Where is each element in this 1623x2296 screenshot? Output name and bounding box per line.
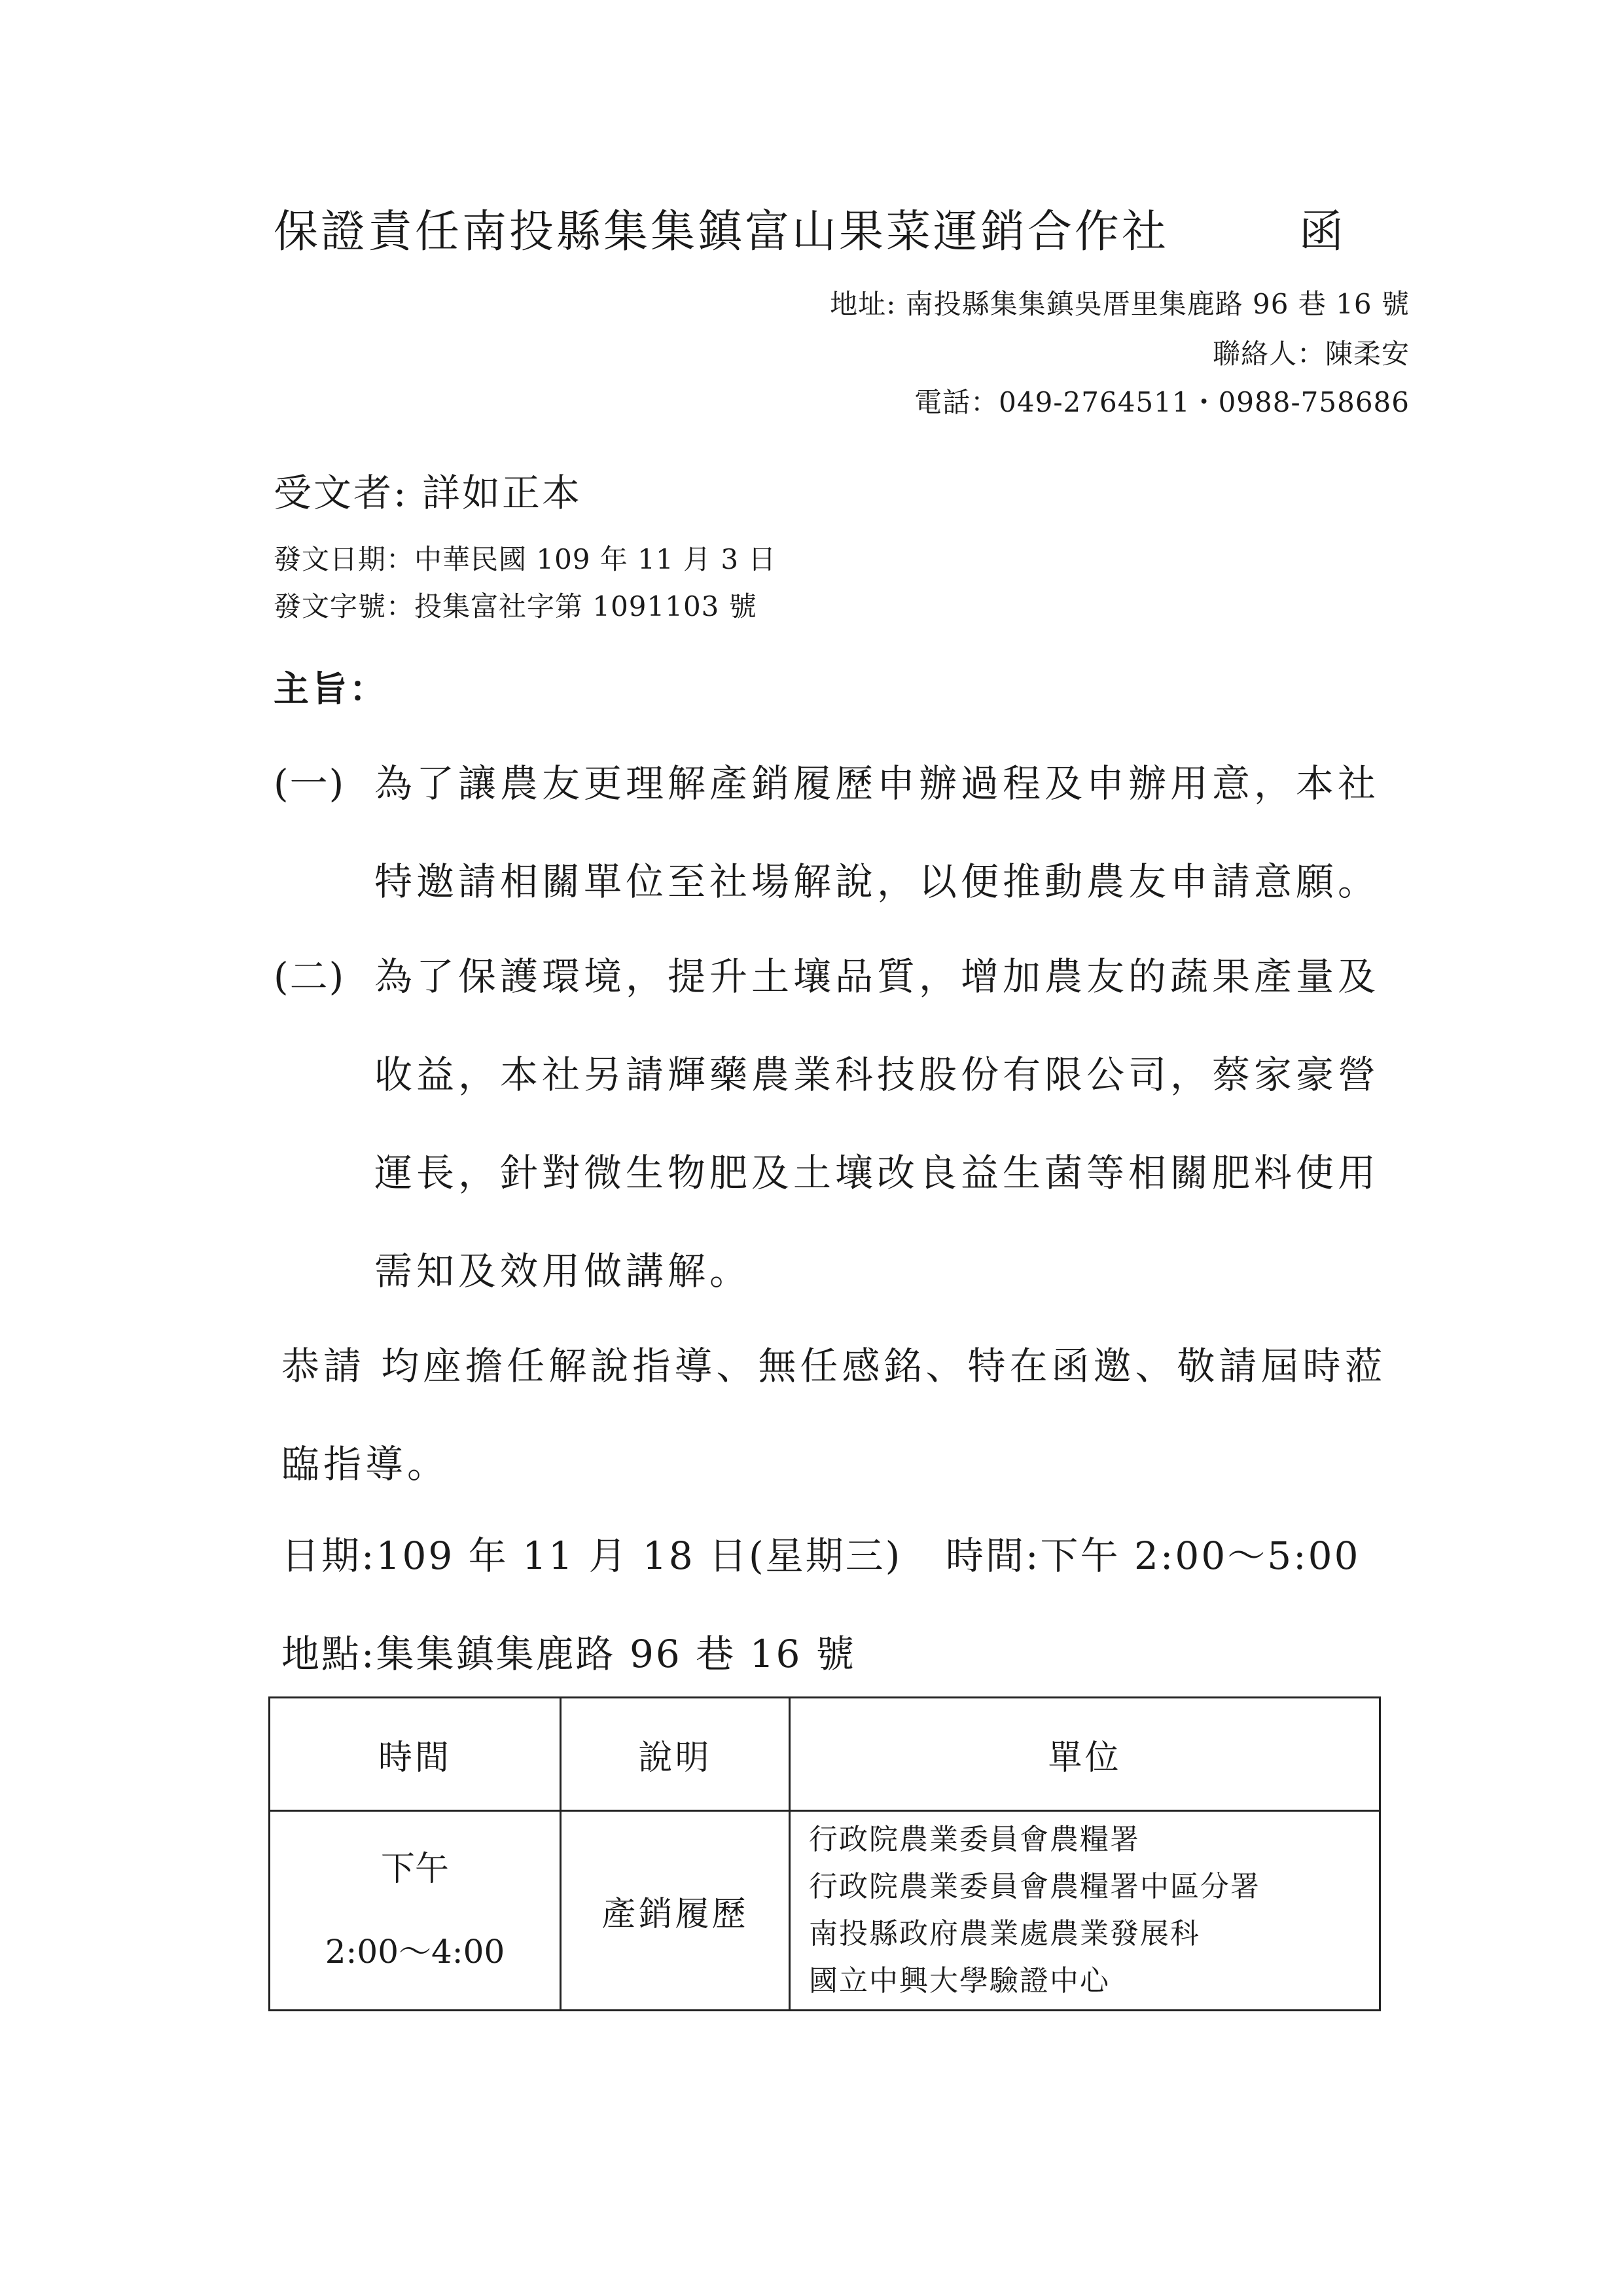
- event-date: 日期:109 年 11 月 18 日(星期三): [281, 1534, 902, 1578]
- subject-heading: 主旨：: [274, 668, 387, 709]
- subject-item-2-line-2: 收益，本社另請輝藥農業科技股份有限公司，蔡家豪營: [374, 1052, 1380, 1097]
- document-type: 函: [1299, 206, 1344, 258]
- schedule-table: [268, 1696, 1381, 2011]
- header-units: 單位: [790, 1698, 1380, 1811]
- issue-number: 發文字號：投集富社字第 1091103 號: [274, 590, 757, 622]
- subject-item-1-marker: (一): [274, 761, 346, 806]
- header-time: 時間: [270, 1698, 561, 1811]
- unit-item: 行政院農業委員會農糧署中區分署: [809, 1870, 1260, 1903]
- contact-phone: 電話：049-2764511・0988-758686: [914, 386, 1410, 418]
- subject-item-2-line-4: 需知及效用做講解。: [374, 1249, 752, 1293]
- time-range: 2:00～4:00: [325, 1933, 505, 1971]
- table-row: [270, 1811, 1380, 2011]
- closing-line-1: 恭請 均座擔任解說指導、無任感銘、特在函邀、敬請屆時蒞: [281, 1344, 1387, 1388]
- sender-address: 地址: 南投縣集集鎮吳厝里集鹿路 96 巷 16 號: [830, 288, 1410, 320]
- units-cell: [790, 1811, 1380, 2011]
- event-place: 地點:集集鎮集鹿路 96 巷 16 號: [281, 1632, 856, 1676]
- subject-item-2-marker: (二): [274, 954, 346, 999]
- header-description: 說明: [561, 1698, 790, 1811]
- time-period: 下午: [380, 1849, 449, 1889]
- recipient: 受文者: 詳如正本: [274, 471, 582, 515]
- contact-person: 聯絡人：陳柔安: [1212, 338, 1410, 370]
- time-cell: [270, 1811, 561, 2011]
- subject-item-2-line-1: 為了保護環境，提升土壤品質，增加農友的蔬果產量及: [374, 954, 1380, 999]
- unit-item: 國立中興大學驗證中心: [809, 1964, 1110, 1998]
- subject-item-1-line-1: 為了讓農友更理解產銷履歷申辦過程及申辦用意，本社: [374, 761, 1380, 806]
- unit-item: 行政院農業委員會農糧署: [809, 1823, 1140, 1856]
- unit-item: 南投縣政府農業處農業發展科: [809, 1917, 1200, 1950]
- schedule-header-row: [270, 1698, 1380, 1811]
- event-time: 時間:下午 2:00～5:00: [946, 1534, 1361, 1578]
- organization-title: 保證責任南投縣集集鎮富山果菜運銷合作社: [274, 206, 1169, 258]
- subject-item-2-line-3: 運長，針對微生物肥及土壤改良益生菌等相關肥料使用: [374, 1151, 1380, 1195]
- description-cell: 產銷履歷: [561, 1811, 790, 2011]
- closing-line-2: 臨指導。: [281, 1442, 450, 1486]
- issue-date: 發文日期：中華民國 109 年 11 月 3 日: [274, 543, 777, 575]
- subject-item-1-line-2: 特邀請相關單位至社場解說，以便推動農友申請意願。: [374, 859, 1380, 904]
